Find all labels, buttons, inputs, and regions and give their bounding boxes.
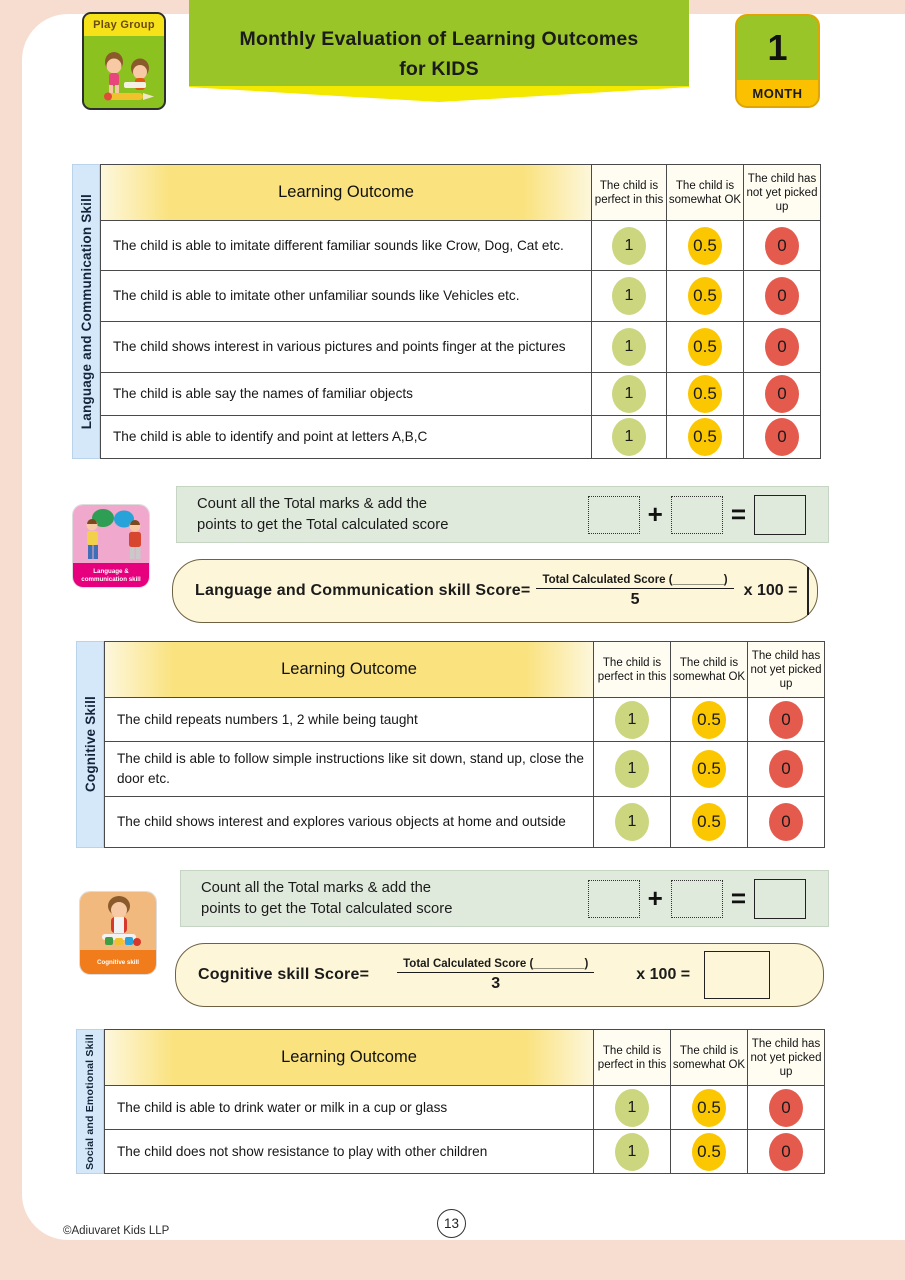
score-circle-half: 0.5 [692,1133,726,1171]
column-header-somewhat: The child is somewhat OK [667,165,744,221]
formula-numerator: Total Calculated Score (________) [397,958,594,973]
plus-sign: + [647,499,663,529]
outcome-text: The child shows interest in various pictures and points finger at the pictures [101,322,592,373]
outcome-text: The child is able to drink water or milk in a cup or glass [105,1086,594,1130]
total-count-box-language [176,486,829,543]
mark-cell-notyet[interactable] [748,742,825,797]
score-circle-zero: 0 [769,803,803,841]
mark-cell-perfect[interactable] [592,322,667,373]
language-illustration-icon [73,505,149,563]
table-header-row [105,1030,825,1086]
table-cognitive [104,641,825,848]
column-header-somewhat: The child is somewhat OK [671,642,748,698]
mark-cell-somewhat[interactable] [667,373,744,416]
mark-cell-notyet[interactable] [744,271,821,322]
score-circle-zero: 0 [769,1133,803,1171]
table-row [105,797,825,848]
total-input-b[interactable] [671,496,723,534]
table-row [105,698,825,742]
score-circle-one: 1 [615,1133,649,1171]
play-group-illustration-icon [84,36,164,110]
score-circle-half: 0.5 [688,375,722,413]
score-circle-zero: 0 [769,750,803,788]
mark-cell-somewhat[interactable] [671,698,748,742]
column-header-outcome: Learning Outcome [105,642,594,698]
formula-label-language: Language and Communication skill Score= [195,582,531,599]
play-group-badge [82,12,166,110]
mark-cell-somewhat[interactable] [671,1086,748,1130]
score-circle-one: 1 [615,701,649,739]
score-circle-one: 1 [612,328,646,366]
mark-cell-perfect[interactable] [592,416,667,459]
month-word: MONTH [737,80,818,106]
formula-fraction-language [536,574,733,609]
formula-numerator: Total Calculated Score (________) [536,574,733,589]
outcome-text: The child is able to imitate other unfamiliar sounds like Vehicles etc. [101,271,592,322]
mark-cell-perfect[interactable] [594,797,671,848]
month-number: 1 [767,27,788,68]
mark-cell-somewhat[interactable] [667,221,744,271]
column-header-notyet: The child has not yet picked up [748,642,825,698]
formula-denominator: 5 [630,590,640,608]
table-header-row [101,165,821,221]
score-circle-one: 1 [615,1089,649,1127]
outcome-text: The child repeats numbers 1, 2 while being taught [105,698,594,742]
outcome-text: The child does not show resistance to play with other children [105,1130,594,1174]
total-result-input[interactable] [754,495,806,535]
table-language-communication [100,164,821,459]
mark-cell-somewhat[interactable] [667,322,744,373]
score-circle-one: 1 [615,803,649,841]
score-circle-half: 0.5 [688,277,722,315]
mark-cell-notyet[interactable] [748,797,825,848]
score-circle-half: 0.5 [692,750,726,788]
table-row [101,416,821,459]
score-circle-zero: 0 [769,701,803,739]
mark-cell-notyet[interactable] [744,221,821,271]
column-header-outcome: Learning Outcome [101,165,592,221]
formula-result-input-language[interactable] [807,567,809,615]
score-circle-half: 0.5 [692,803,726,841]
total-count-box-cognitive [180,870,829,927]
score-circle-half: 0.5 [688,418,722,456]
cognitive-icon-caption: Cognitive skill [80,950,156,975]
outcome-text: The child is able to identify and point at letters A,B,C [101,416,592,459]
score-circle-zero: 0 [765,328,799,366]
section-cognitive [76,641,825,848]
outcome-text: The child is able say the names of familiar objects [101,373,592,416]
mark-cell-notyet[interactable] [748,698,825,742]
column-header-perfect: The child is perfect in this [592,165,667,221]
table-row [101,221,821,271]
formula-box-language [172,559,818,623]
mark-cell-somewhat[interactable] [671,797,748,848]
table-row [101,373,821,416]
score-circle-zero: 0 [765,227,799,265]
play-group-label: Play Group [84,14,164,36]
mark-cell-somewhat[interactable] [671,1130,748,1174]
copyright-text: ©Adiuvaret Kids LLP [63,1225,170,1237]
score-circle-half: 0.5 [688,227,722,265]
count-instruction-cognitive: Count all the Total marks & add the points to get the Total calculated score [201,879,453,917]
score-circle-half: 0.5 [692,701,726,739]
mark-cell-notyet[interactable] [748,1086,825,1130]
page-number: 13 [437,1209,466,1238]
mark-cell-perfect[interactable] [594,1130,671,1174]
month-badge [735,14,820,108]
formula-multiplier: x 100 = [743,582,798,599]
page-title-line1: Monthly Evaluation of Learning Outcomes [239,28,639,50]
score-circle-one: 1 [612,277,646,315]
table-row [105,1086,825,1130]
column-header-outcome: Learning Outcome [105,1030,594,1086]
column-header-perfect: The child is perfect in this [594,642,671,698]
score-circle-zero: 0 [769,1089,803,1127]
score-circle-zero: 0 [765,277,799,315]
table-header-row [105,642,825,698]
language-communication-skill-icon [72,504,150,588]
section-social-emotional [76,1029,825,1174]
column-header-notyet: The child has not yet picked up [744,165,821,221]
mark-cell-notyet[interactable] [744,416,821,459]
page-title [189,24,689,84]
score-circle-zero: 0 [765,418,799,456]
mark-cell-somewhat[interactable] [671,742,748,797]
score-circle-zero: 0 [765,375,799,413]
mark-cell-perfect[interactable] [594,698,671,742]
section-language-communication [72,164,821,459]
table-row [101,271,821,322]
mark-cell-perfect[interactable] [592,271,667,322]
column-header-somewhat: The child is somewhat OK [671,1030,748,1086]
language-icon-caption: Language & communication skill [73,563,149,588]
mark-cell-notyet[interactable] [748,1130,825,1174]
total-input-b[interactable] [671,880,723,918]
column-header-notyet: The child has not yet picked up [748,1030,825,1086]
table-row [101,322,821,373]
side-label-cognitive: Cognitive Skill [76,641,104,848]
mark-cell-notyet[interactable] [744,373,821,416]
count-math-language [588,495,828,535]
total-input-a[interactable] [588,496,640,534]
table-row [105,1130,825,1174]
formula-result-input-cognitive[interactable] [704,951,770,999]
score-circle-one: 1 [612,418,646,456]
mark-cell-perfect[interactable] [594,1086,671,1130]
equals-sign: = [730,499,746,529]
table-social-emotional [104,1029,825,1174]
mark-cell-perfect[interactable] [592,221,667,271]
count-math-cognitive [588,879,828,919]
score-circle-half: 0.5 [688,328,722,366]
side-label-social-emotional: Social and Emotional Skill [76,1029,104,1174]
total-result-input[interactable] [754,879,806,919]
formula-box-cognitive [175,943,824,1007]
mark-cell-perfect[interactable] [594,742,671,797]
total-input-a[interactable] [588,880,640,918]
formula-fraction-cognitive [397,958,594,993]
score-circle-one: 1 [612,227,646,265]
side-label-language-communication: Language and Communication Skill [72,164,100,459]
mark-cell-perfect[interactable] [592,373,667,416]
page-title-line2: for KIDS [399,58,479,80]
plus-sign: + [647,883,663,913]
equals-sign: = [730,883,746,913]
outcome-text: The child is able to follow simple instructions like sit down, stand up, close the door etc. [105,742,594,797]
cognitive-illustration-icon [80,892,156,950]
score-circle-one: 1 [612,375,646,413]
mark-cell-notyet[interactable] [744,322,821,373]
score-circle-one: 1 [615,750,649,788]
formula-denominator: 3 [491,974,501,992]
column-header-perfect: The child is perfect in this [594,1030,671,1086]
formula-multiplier: x 100 = [636,966,691,983]
mark-cell-somewhat[interactable] [667,416,744,459]
cognitive-skill-icon [79,891,157,975]
score-circle-half: 0.5 [692,1089,726,1127]
outcome-text: The child shows interest and explores various objects at home and outside [105,797,594,848]
table-row [105,742,825,797]
mark-cell-somewhat[interactable] [667,271,744,322]
count-instruction-language: Count all the Total marks & add the points to get the Total calculated score [197,495,449,533]
formula-label-cognitive: Cognitive skill Score= [198,966,370,983]
outcome-text: The child is able to imitate different familiar sounds like Crow, Dog, Cat etc. [101,221,592,271]
